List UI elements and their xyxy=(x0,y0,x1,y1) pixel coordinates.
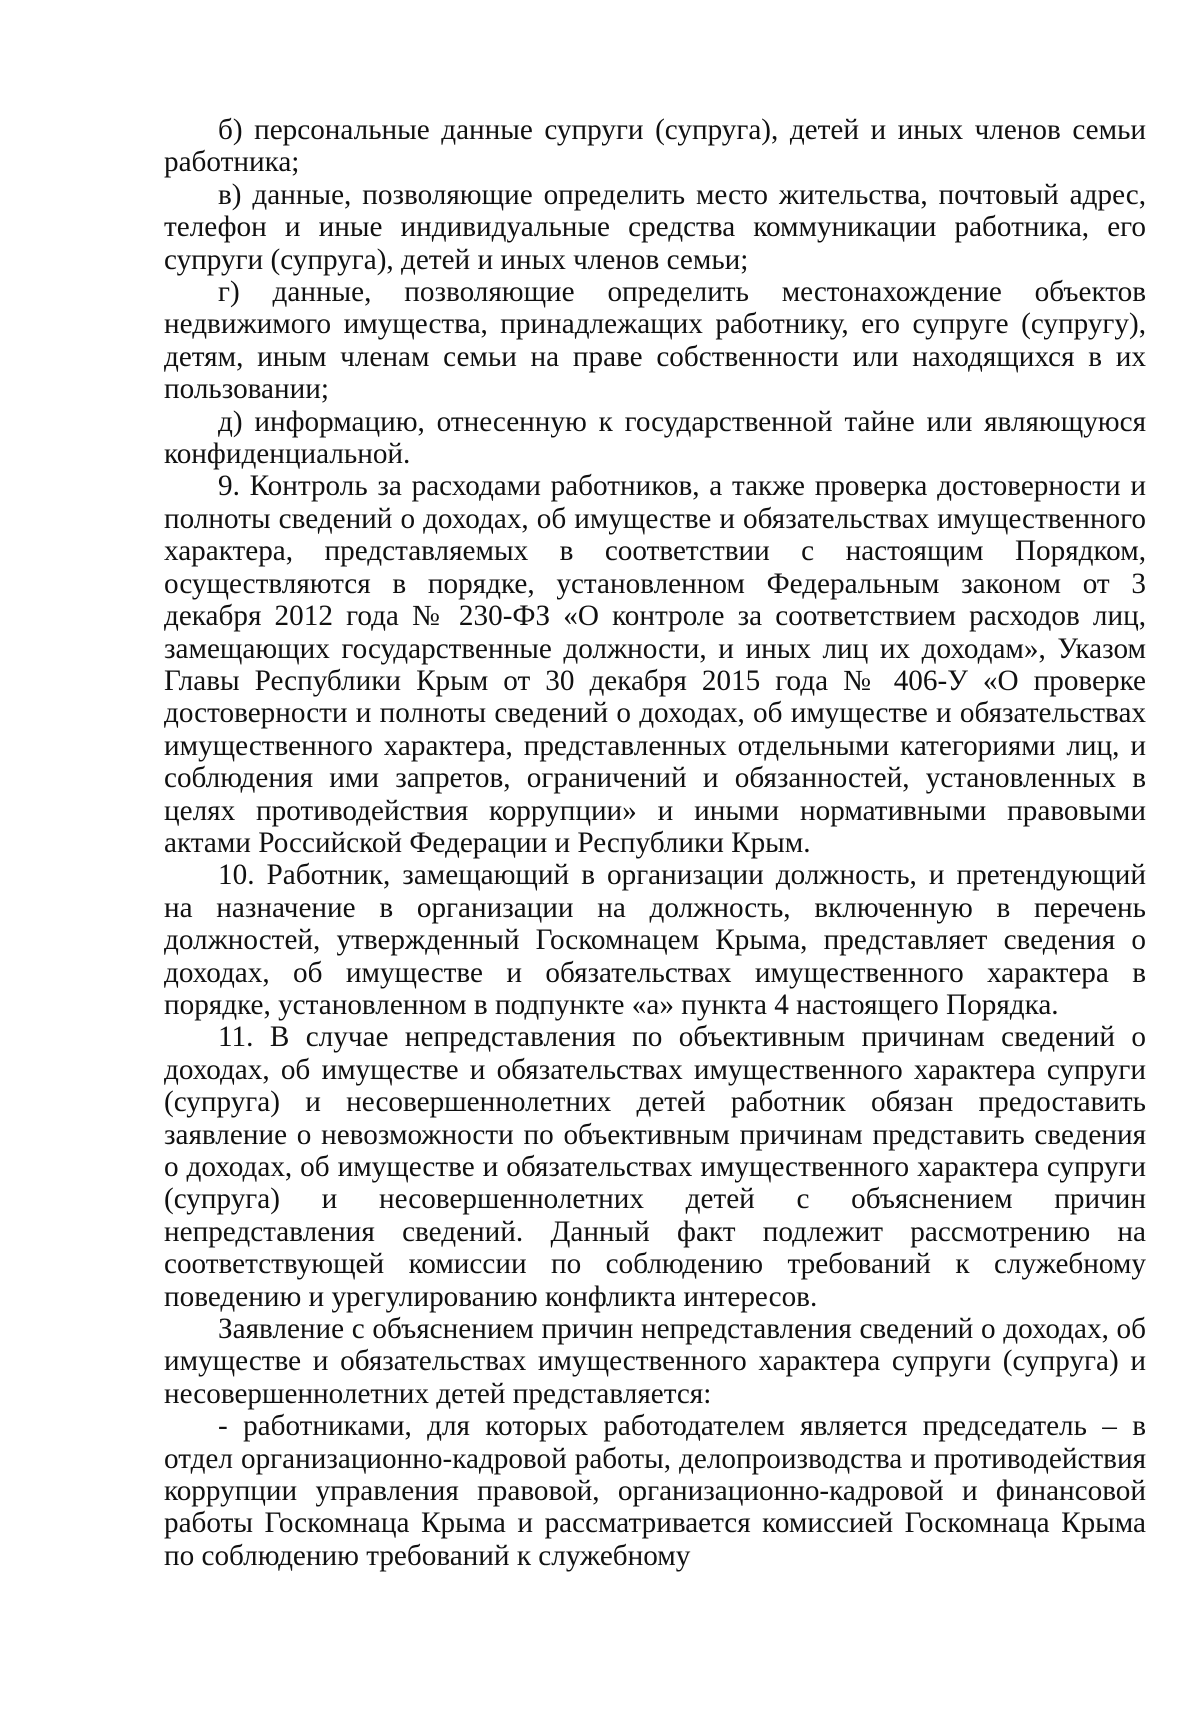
paragraph-item-b: б) персональные данные супруги (супруга), детей и иных членов семьи работника; xyxy=(164,114,1146,179)
paragraph-statement-intro: Заявление с объяснением причин непредставления сведений о доходах, об имуществе и обязательствах имущественного характера супруги (супруга) и несовершеннолетних детей представляется: xyxy=(164,1313,1146,1410)
document-body xyxy=(164,114,1146,1572)
paragraph-item-v: в) данные, позволяющие определить место жительства, почтовый адрес, телефон и иные индивидуальные средства коммуникации работника, его супруги (супруга), детей и иных членов семьи; xyxy=(164,178,1146,276)
paragraph-list-item-employees: - работниками, для которых работодателем является председатель – в отдел организационно-кадровой работы, делопроизводства и противодействия коррупции управления правовой, организационно-кадровой и финансовой работы Госкомнаца Крыма и рассматривается комиссией Госкомнаца Крыма по соблюдению требований к служебному xyxy=(164,1410,1146,1572)
paragraph-clause-9: 9. Контроль за расходами работников, а также проверка достоверности и полноты сведений о доходах, об имуществе и обязательствах имущественного характера, представляемых в соответствии с настоящим Порядком, осуществляются в порядке, установленном Федеральным законом от 3 декабря 2012 года № 230-ФЗ «О контроле за соответствием расходов лиц, замещающих государственные должности, и иных лиц их доходам», Указом Главы Республики Крым от 30 декабря 2015 года № 406-У «О проверке достоверности и полноты сведений о доходах, об имуществе и обязательствах имущественного характера, представленных отдельными категориями лиц, и соблюдения ими запретов, ограничений и обязанностей, установленных в целях противодействия коррупции» и иными нормативными правовыми актами Российской Федерации и Республики Крым. xyxy=(164,470,1146,859)
paragraph-item-g: г) данные, позволяющие определить местонахождение объектов недвижимого имущества, принадлежащих работнику, его супруге (супругу), детям, иным членам семьи на праве собственности или находящихся в их пользовании; xyxy=(164,276,1146,406)
paragraph-clause-10: 10. Работник, замещающий в организации должность, и претендующий на назначение в организации на должность, включенную в перечень должностей, утвержденный Госкомнацем Крыма, представляет сведения о доходах, об имуществе и обязательствах имущественного характера в порядке, установленном в подпункте «а» пункта 4 настоящего Порядка. xyxy=(164,859,1146,1021)
paragraph-item-d: д) информацию, отнесенную к государственной тайне или являющуюся конфиденциальной. xyxy=(164,405,1146,471)
paragraph-clause-11: 11. В случае непредставления по объективным причинам сведений о доходах, об имуществе и обязательствах имущественного характера супруги (супруга) и несовершеннолетних детей работник обязан предоставить заявление о невозможности по объективным причинам представить сведения о доходах, об имуществе и обязательствах имущественного характера супруги (супруга) и несовершеннолетних детей с объяснением причин непредставления сведений. Данный факт подлежит рассмотрению на соответствующей комиссии по соблюдению требований к служебному поведению и урегулированию конфликта интересов. xyxy=(164,1021,1146,1313)
